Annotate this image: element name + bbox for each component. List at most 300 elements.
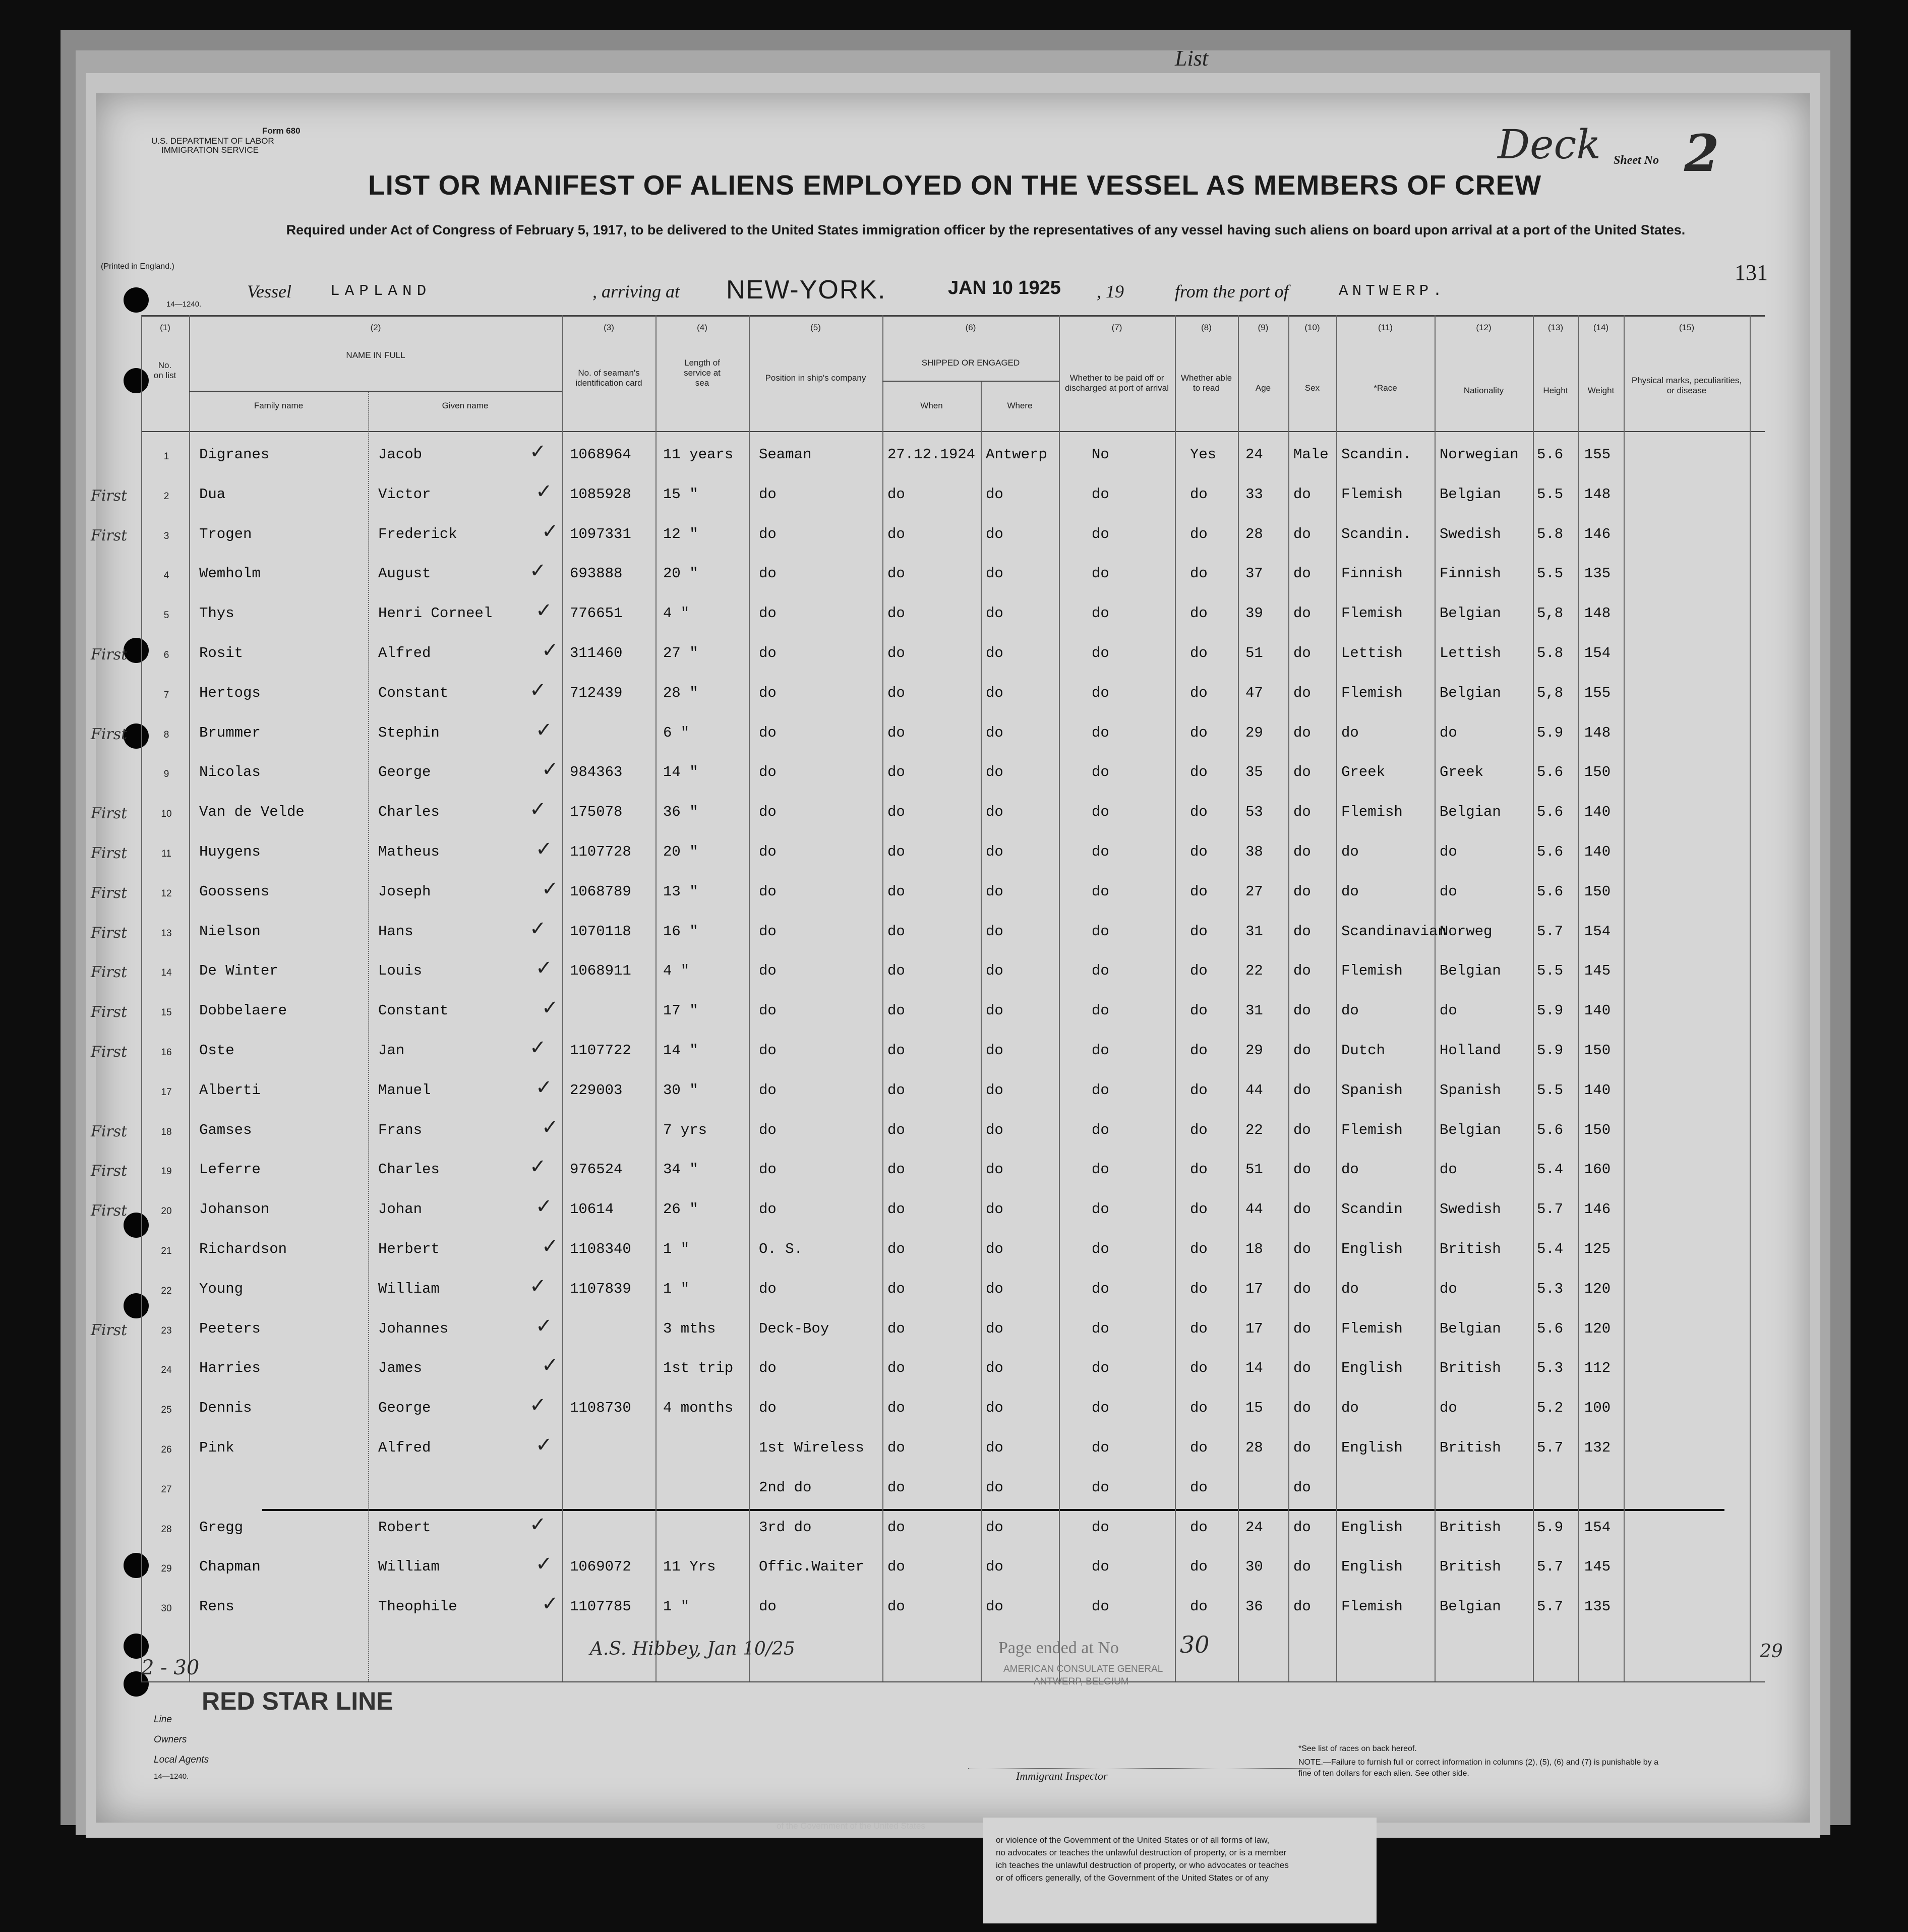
row-number: 7 [163,689,169,700]
cell-family: Leferre [199,1161,261,1178]
cell-age: 30 [1245,1558,1263,1576]
cell-age: 47 [1245,684,1263,701]
departure-port: ANTWERP. [1339,282,1446,300]
check-mark-icon: ✓ [535,956,553,980]
cell-read: Yes [1190,446,1217,463]
row-number: 17 [161,1086,172,1098]
cell-sex: do [1293,962,1311,980]
cell-read: do [1190,1081,1208,1099]
cell-paid: do [1092,1400,1109,1417]
cell-weight: 154 [1584,645,1611,661]
cell-nationality: do [1440,1002,1457,1019]
cell-height: 5.8 [1537,525,1564,542]
cell-given: Alfred [378,1439,431,1456]
cell-service: 34 " [663,1161,698,1178]
punch-hole [124,723,149,749]
cell-age: 51 [1245,645,1263,661]
cell-read: do [1190,764,1208,781]
cell-height: 5.6 [1537,1121,1564,1138]
cell-weight: 140 [1584,804,1611,821]
check-mark-icon: ✓ [535,1314,553,1338]
cell-race: English [1341,1519,1403,1536]
cell-nationality: Belgian [1440,684,1501,701]
margin-note: First [91,1162,128,1180]
column-head: Physical marks, peculiarities, or disease [1631,376,1742,395]
cell-given: Jan [378,1042,405,1059]
cell-position: do [759,724,777,741]
cell-height: 5.6 [1537,446,1564,463]
cell-given: Hans [378,923,413,940]
cell-age: 29 [1245,1042,1263,1059]
cell-age: 18 [1245,1241,1263,1257]
cell-weight: 154 [1584,923,1611,940]
cell-where: Antwerp [986,446,1047,463]
cell-given: Henri Corneel [378,605,493,622]
cell-height: 5.3 [1537,1280,1564,1297]
arrival-date: JAN 10 1925 [948,277,1061,298]
cell-family: Richardson [199,1241,287,1257]
cell-nationality: do [1440,1161,1457,1178]
cell-race: do [1341,1280,1359,1297]
cell-paid: do [1092,1320,1109,1337]
cell-service: 7 yrs [663,1121,707,1138]
cell-given: Frederick [378,525,457,542]
cell-family: Rens [199,1598,234,1615]
column-number: (8) [1201,323,1212,332]
cell-height: 5.5 [1537,565,1564,582]
cell-sex: do [1293,525,1311,542]
form-number: Form 680 [262,126,301,136]
cell-where: do [986,724,1003,741]
column-number: (10) [1304,323,1320,332]
check-mark-icon: ✓ [535,1195,553,1219]
check-mark-icon: ✓ [542,1354,559,1377]
cell-race: Flemish [1341,1598,1403,1615]
cell-read: do [1190,1320,1208,1337]
check-mark-icon: ✓ [529,798,547,821]
cell-race: Greek [1341,764,1386,781]
cell-sex: do [1293,605,1311,622]
cell-where: do [986,1280,1003,1297]
cell-age: 17 [1245,1280,1263,1297]
cell-weight: 146 [1584,1201,1611,1218]
cell-paid: do [1092,764,1109,781]
check-mark-icon: ✓ [535,718,553,742]
check-mark-icon: ✓ [542,996,559,1020]
cell-card: 175078 [570,804,623,821]
cell-sex: do [1293,1161,1311,1178]
cell-read: do [1190,1280,1208,1297]
cell-where: do [986,923,1003,940]
cell-height: 5.2 [1537,1400,1564,1417]
column-head: Whether to be paid off or discharged at port of arrival [1065,373,1169,393]
cell-card: 1107722 [570,1042,631,1059]
cell-given: Charles [378,804,440,821]
cell-read: do [1190,605,1208,622]
cell-sex: do [1293,565,1311,582]
cell-sex: do [1293,1201,1311,1218]
cell-read: do [1190,1241,1208,1257]
cell-read: do [1190,1042,1208,1059]
column-number: (11) [1378,323,1393,332]
cell-paid: do [1092,1042,1109,1059]
column-number: (1) [160,323,170,332]
cell-read: do [1190,843,1208,860]
cell-service: 15 " [663,486,698,503]
cell-card: 1068964 [570,446,631,463]
check-mark-icon: ✓ [542,1235,559,1258]
column-head: Whether able to read [1180,373,1232,393]
cell-given: Joseph [378,883,431,900]
cell-read: do [1190,923,1208,940]
cell-sex: do [1293,1479,1311,1496]
cell-service: 26 " [663,1201,698,1218]
cell-height: 5.7 [1537,1201,1564,1218]
cell-when: do [887,525,905,542]
column-number: (2) [370,323,381,332]
cell-nationality: do [1440,843,1457,860]
cell-age: 17 [1245,1320,1263,1337]
cell-card: 1097331 [570,525,631,542]
cell-race: Flemish [1341,1121,1403,1138]
cell-when: do [887,486,905,503]
row-number: 22 [161,1285,172,1296]
form-code: 14—1240. [166,300,202,309]
check-mark-icon: ✓ [535,1075,553,1099]
cell-service: 4 " [663,605,690,622]
cell-race: Scandinavian [1341,923,1447,940]
cell-paid: do [1092,486,1109,503]
cell-service: 30 " [663,1081,698,1099]
cell-paid: do [1092,565,1109,582]
cell-where: do [986,1002,1003,1019]
col-rule [1059,315,1060,1681]
cell-paid: do [1092,1201,1109,1218]
cell-age: 24 [1245,446,1263,463]
cell-sex: do [1293,645,1311,661]
cell-weight: 148 [1584,605,1611,622]
cell-height: 5.3 [1537,1360,1564,1377]
cell-when: 27.12.1924 [887,446,976,463]
cell-when: do [887,1400,905,1417]
cell-where: do [986,764,1003,781]
cell-weight: 135 [1584,1598,1611,1615]
cell-where: do [986,1519,1003,1536]
cell-position: do [759,605,777,622]
cell-position: do [759,843,777,860]
cell-sex: do [1293,764,1311,781]
column-head: No. of seaman's identification card [575,368,642,388]
right-margin-number: 29 [1760,1641,1783,1662]
row-number: 16 [161,1047,172,1058]
cell-where: do [986,1439,1003,1456]
punch-hole [124,1293,149,1318]
cell-family: Goossens [199,883,270,900]
cell-age: 37 [1245,565,1263,582]
cell-read: do [1190,486,1208,503]
cell-family: Alberti [199,1081,261,1099]
cell-card: 712439 [570,684,623,701]
cell-age: 44 [1245,1081,1263,1099]
row-number: 13 [161,928,172,939]
cell-weight: 150 [1584,1042,1611,1059]
col-rule [1435,315,1436,1681]
cell-when: do [887,1320,905,1337]
cell-paid: do [1092,1280,1109,1297]
cell-weight: 150 [1584,1121,1611,1138]
check-mark-icon: ✓ [535,479,553,503]
cell-height: 5.5 [1537,1081,1564,1099]
col-rule [1336,315,1337,1681]
margin-note: First [91,884,128,902]
column-number: (14) [1593,323,1609,332]
cell-paid: No [1092,446,1109,463]
cell-read: do [1190,724,1208,741]
subhead-when: When [920,401,943,410]
cell-weight: 120 [1584,1280,1611,1297]
cell-paid: do [1092,962,1109,980]
row-number: 30 [161,1603,172,1614]
cell-when: do [887,1479,905,1496]
cell-where: do [986,1161,1003,1178]
cell-age: 28 [1245,525,1263,542]
cell-given: George [378,1400,431,1417]
row-number: 28 [161,1524,172,1535]
cell-height: 5.8 [1537,645,1564,661]
cell-age: 27 [1245,883,1263,900]
column-number: (13) [1547,323,1564,332]
cell-where: do [986,1558,1003,1576]
cell-age: 22 [1245,962,1263,980]
row-number: 27 [161,1484,172,1495]
cell-service: 4 months [663,1400,734,1417]
race-note: *See list of races on back hereof. [1298,1744,1417,1753]
cell-family: Harries [199,1360,261,1377]
cell-paid: do [1092,1598,1109,1615]
column-number: (4) [697,323,707,332]
column-number: (6) [965,323,976,332]
column-head: Length of service at sea [684,358,721,388]
check-mark-icon: ✓ [535,1433,553,1457]
cell-race: do [1341,843,1359,860]
check-mark-icon: ✓ [542,519,559,543]
cell-sex: do [1293,1280,1311,1297]
cell-position: do [759,1360,777,1377]
cell-when: do [887,764,905,781]
col-rule [562,315,563,1681]
cell-position: do [759,1598,777,1615]
cell-read: do [1190,1400,1208,1417]
cell-position: do [759,1042,777,1059]
margin-note: First [91,1202,128,1220]
cell-nationality: Norwegian [1440,446,1519,463]
cell-age: 53 [1245,804,1263,821]
cell-when: do [887,565,905,582]
cell-paid: do [1092,804,1109,821]
row-number: 4 [163,570,169,581]
cell-read: do [1190,645,1208,661]
cell-race: Lettish [1341,645,1403,661]
cell-sex: do [1293,724,1311,741]
cell-when: do [887,1161,905,1178]
cell-weight: 100 [1584,1400,1611,1417]
punch-hole [124,638,149,663]
cell-nationality: Swedish [1440,1201,1501,1218]
cell-card: 311460 [570,645,623,661]
cell-race: Scandin. [1341,525,1412,542]
cell-read: do [1190,1002,1208,1019]
cell-weight: 145 [1584,1558,1611,1576]
margin-note: First [91,1003,128,1021]
consulate-stamp-line: AMERICAN CONSULATE GENERAL [1003,1664,1163,1674]
cell-family: Trogen [199,525,252,542]
row-number: 3 [163,530,169,541]
cell-where: do [986,684,1003,701]
cell-race: Flemish [1341,605,1403,622]
margin-note: First [91,844,128,862]
cell-sex: do [1293,1439,1311,1456]
stamp-number: 131 [1735,260,1768,285]
cell-card: 984363 [570,764,623,781]
cell-given: August [378,565,431,582]
check-mark-icon: ✓ [535,599,553,623]
cell-weight: 150 [1584,764,1611,781]
row-number: 29 [161,1563,172,1575]
printed-in-label: (Printed in England.) [101,262,174,271]
cell-position: do [759,923,777,940]
cell-service: 14 " [663,1042,698,1059]
cell-sex: do [1293,684,1311,701]
cell-weight: 146 [1584,525,1611,542]
cell-nationality: Spanish [1440,1081,1501,1099]
column-head: *Race [1374,383,1397,393]
punch-hole [124,287,149,313]
cell-family: Digranes [199,446,270,463]
cell-when: do [887,1558,905,1576]
cell-race: do [1341,1161,1359,1178]
row-number: 9 [163,769,169,780]
inspector-label: Immigrant Inspector [1016,1770,1108,1782]
column-number: (5) [810,323,821,332]
column-number: (9) [1258,323,1269,332]
cell-when: do [887,684,905,701]
cell-weight: 140 [1584,1081,1611,1099]
cell-race: Scandin [1341,1201,1403,1218]
check-mark-icon: ✓ [529,559,547,583]
cell-race: do [1341,883,1359,900]
cell-race: English [1341,1241,1403,1257]
cell-given: Stephin [378,724,440,741]
fragment-line: or of officers generally, of the Government of the United States or of any [996,1873,1269,1883]
fragment-line: of the Government of the United States [777,1821,925,1831]
cell-position: do [759,486,777,503]
cell-height: 5.5 [1537,486,1564,503]
cell-nationality: Belgian [1440,962,1501,980]
check-mark-icon: ✓ [529,917,547,940]
margin-tally: 2 - 30 [141,1656,200,1679]
cell-nationality: British [1440,1439,1501,1456]
cell-sex: do [1293,1121,1311,1138]
margin-note: First [91,487,128,505]
cell-family: Johanson [199,1201,270,1218]
cell-sex: do [1293,1081,1311,1099]
check-mark-icon: ✓ [529,1155,547,1179]
deck-note: Deck [1498,121,1601,168]
cell-sex: do [1293,1002,1311,1019]
cell-weight: 150 [1584,883,1611,900]
cell-when: do [887,1360,905,1377]
cell-position: do [759,764,777,781]
cell-nationality: do [1440,1280,1457,1297]
cell-family: Dobbelaere [199,1002,287,1019]
cell-given: Alfred [378,645,431,661]
cell-paid: do [1092,883,1109,900]
column-head: No. on list [153,360,176,380]
row-number: 6 [163,650,169,660]
column-head: Position in ship's company [765,373,866,383]
cell-age: 36 [1245,1598,1263,1615]
cell-paid: do [1092,605,1109,622]
cell-position: do [759,645,777,661]
row-number: 1 [163,451,169,462]
cell-sex: do [1293,923,1311,940]
cell-race: Spanish [1341,1081,1403,1099]
cell-position: do [759,684,777,701]
col-rule [1238,315,1239,1681]
cell-given: Herbert [378,1241,440,1257]
cell-service: 12 " [663,525,698,542]
cell-when: do [887,962,905,980]
subhead-given: Given name [442,401,489,410]
cell-given: Manuel [378,1081,431,1099]
cell-weight: 155 [1584,446,1611,463]
cell-when: do [887,645,905,661]
vessel-name: LAPLAND [330,282,432,300]
cell-race: English [1341,1439,1403,1456]
cell-age: 15 [1245,1400,1263,1417]
cell-family: Peeters [199,1320,261,1337]
cell-card: 1108730 [570,1400,631,1417]
cell-family: Gregg [199,1519,244,1536]
cell-given: William [378,1280,440,1297]
cell-when: do [887,804,905,821]
cell-read: do [1190,1121,1208,1138]
cell-service: 3 mths [663,1320,716,1337]
cell-when: do [887,1002,905,1019]
cell-paid: do [1092,1558,1109,1576]
cell-position: do [759,1002,777,1019]
cell-position: do [759,565,777,582]
top-tab-label: List [1175,46,1209,71]
row-number: 12 [161,888,172,899]
footer-owners-label: Owners [154,1734,187,1745]
cell-position: do [759,1400,777,1417]
cell-when: do [887,1081,905,1099]
cell-when: do [887,843,905,860]
cell-when: do [887,883,905,900]
cell-height: 5.6 [1537,883,1564,900]
column-head: Age [1255,383,1271,393]
cell-paid: do [1092,645,1109,661]
col-rule [1624,315,1625,1681]
cell-paid: do [1092,724,1109,741]
cell-when: do [887,1519,905,1536]
cell-race: Flemish [1341,486,1403,503]
cell-family: Young [199,1280,244,1297]
cell-when: do [887,1280,905,1297]
cell-paid: do [1092,1479,1109,1496]
cell-read: do [1190,1519,1208,1536]
